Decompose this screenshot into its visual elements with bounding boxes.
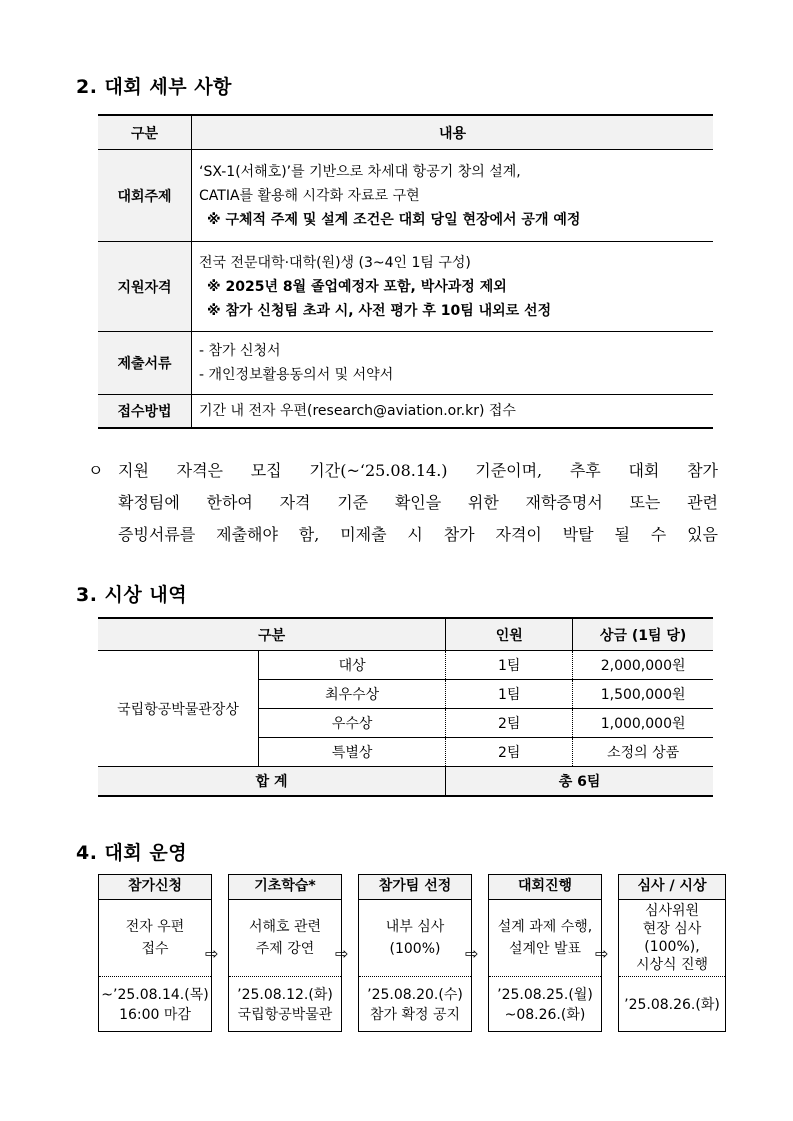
arrow-right-icon: ⇨	[465, 944, 479, 963]
section4-heading: 4. 대회 운영	[76, 842, 188, 864]
step-footer	[489, 977, 601, 1032]
step-foot-line: ’25.08.20.(수)	[367, 986, 463, 1003]
process-step-basic-learning	[228, 874, 342, 1032]
total-label: 합 계	[98, 767, 446, 797]
step-body	[229, 900, 341, 977]
step-body	[619, 900, 725, 977]
notice-paragraph	[88, 455, 718, 551]
award-name: 최우수상	[259, 680, 446, 709]
row-eligibility-label: 지원자격	[98, 242, 192, 332]
row-documents-content	[192, 332, 714, 395]
step-foot-line: ’25.08.25.(월)	[497, 986, 593, 1003]
step-foot-line: 참가 확정 공지	[369, 1006, 461, 1023]
step-body-line: 설계안 발표	[508, 941, 582, 957]
step-foot-line: ’25.08.26.(화)	[624, 996, 720, 1013]
step-foot-line: ~08.26.(화)	[504, 1006, 586, 1023]
header-category: 구분	[98, 618, 446, 651]
award-row	[98, 651, 713, 680]
row-theme-label: 대회주제	[98, 150, 192, 242]
header-category: 구분	[98, 115, 192, 150]
step-body-line: 접수	[141, 941, 169, 957]
step-foot-line: ’25.08.12.(화)	[237, 986, 333, 1003]
total-value: 총 6팀	[446, 767, 713, 797]
row-submission-label: 접수방법	[98, 395, 192, 428]
awards-table	[98, 617, 713, 797]
total-row	[98, 767, 713, 797]
step-body-line: 주제 강연	[255, 941, 315, 957]
step-body-line: 전자 우편	[125, 919, 185, 935]
award-count: 2팀	[446, 709, 573, 738]
row-documents-label: 제출서류	[98, 332, 192, 395]
arrow-right-icon: ⇨	[335, 944, 349, 963]
process-step-judging	[618, 874, 726, 1032]
step-footer	[99, 977, 211, 1032]
step-foot-line: ~’25.08.14.(목)	[101, 986, 209, 1003]
arrow-right-icon: ⇨	[595, 944, 609, 963]
award-count: 1팀	[446, 680, 573, 709]
step-body-line: 심사위원	[644, 903, 700, 919]
section2-heading: 2. 대회 세부 사항	[76, 76, 232, 98]
award-prize: 1,500,000원	[573, 680, 713, 709]
arrow-right-icon: ⇨	[205, 944, 219, 963]
header-prize: 상금 (1팀 당)	[573, 618, 713, 651]
header-count: 인원	[446, 618, 573, 651]
notice-line: 지원 자격은 모집 기간(~‘25.08.14.) 기준이며, 추후 대회 참가	[118, 461, 718, 480]
award-prize: 소정의 상품	[607, 745, 680, 761]
step-body-line: 설계 과제 수행,	[497, 919, 593, 935]
process-step-team-selection	[358, 874, 472, 1032]
eligibility-note: ※ 2025년 8월 졸업예정자 포함, 박사과정 제외	[207, 278, 507, 295]
step-body-line: 현장 심사	[642, 921, 702, 937]
eligibility-line: 전국 전문대학·대학(원)생 (3~4인 1팀 구성)	[199, 254, 471, 271]
step-title: 기초학습*	[229, 875, 341, 900]
notice-line: 확정팀에 한하여 자격 기준 확인을 위한 재학증명서 또는 관련	[118, 493, 718, 512]
row-theme-content	[192, 150, 714, 242]
row-submission-content: 기간 내 전자 우편(research@aviation.or.kr) 접수	[192, 395, 714, 428]
process-step-competition	[488, 874, 602, 1032]
step-foot-line: 국립항공박물관	[237, 1006, 333, 1023]
award-name: 특별상	[259, 738, 446, 767]
notice-line: 증빙서류를 제출해야 함, 미제출 시 참가 자격이 박탈 될 수 있음	[118, 525, 718, 544]
theme-line: CATIA를 활용해 시각화 자료로 구현	[199, 187, 420, 204]
step-title: 대회진행	[489, 875, 601, 900]
step-body	[489, 900, 601, 977]
step-footer	[619, 977, 725, 1032]
step-body	[99, 900, 211, 977]
theme-line: ‘SX-1(서해호)’를 기반으로 차세대 항공기 창의 설계,	[199, 163, 521, 180]
award-prize: 1,000,000원	[573, 709, 713, 738]
step-title: 참가신청	[99, 875, 211, 900]
header-content: 내용	[192, 115, 714, 150]
award-count: 1팀	[446, 651, 573, 680]
award-organizer: 국립항공박물관장상	[98, 651, 259, 767]
theme-note: ※ 구체적 주제 및 설계 조건은 대회 당일 현장에서 공개 예정	[207, 211, 581, 228]
step-title: 심사 / 시상	[619, 875, 725, 900]
row-eligibility-content	[192, 242, 714, 332]
documents-line: - 개인정보활용동의서 및 서약서	[199, 367, 394, 383]
step-body	[359, 900, 471, 977]
award-name: 대상	[259, 651, 446, 680]
step-footer	[229, 977, 341, 1032]
award-name: 우수상	[259, 709, 446, 738]
step-body-line: 서해호 관련	[248, 919, 322, 935]
step-title: 참가팀 선정	[359, 875, 471, 900]
notice-bullet: ㅇ	[88, 461, 104, 480]
competition-details-table	[98, 114, 713, 429]
documents-line: - 참가 신청서	[199, 343, 281, 359]
award-count: 2팀	[446, 738, 573, 767]
step-body-line: (100%),	[644, 939, 700, 955]
award-prize: 2,000,000원	[573, 651, 713, 680]
eligibility-note: ※ 참가 신청팀 초과 시, 사전 평가 후 10팀 내외로 선정	[207, 302, 552, 319]
process-step-application	[98, 874, 212, 1032]
step-body-line: (100%)	[389, 941, 441, 957]
section3-heading: 3. 시상 내역	[76, 584, 188, 606]
step-foot-line: 16:00 마감	[119, 1006, 191, 1023]
step-body-line: 시상식 진행	[635, 957, 709, 973]
step-footer	[359, 977, 471, 1032]
step-body-line: 내부 심사	[385, 919, 445, 935]
